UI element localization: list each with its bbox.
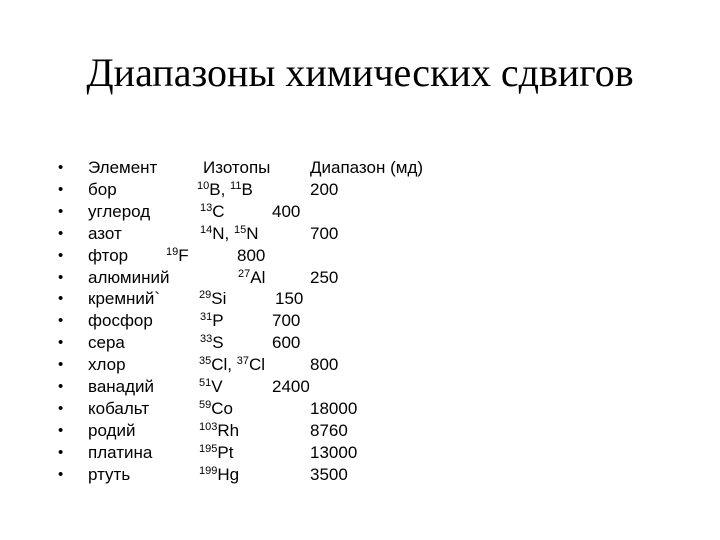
element-name: кобальт	[88, 398, 150, 418]
isotopes	[200, 332, 224, 354]
isotopes	[200, 310, 224, 332]
isotope-symbol: V	[211, 377, 223, 396]
shift-range: 8760	[310, 420, 348, 440]
isotopes	[199, 464, 239, 486]
bullet-icon: •	[58, 268, 64, 286]
element-row	[0, 464, 720, 486]
element-column-header: Элемент	[88, 158, 158, 177]
isotope-symbol: Rh	[217, 420, 240, 440]
bullet-icon: •	[58, 202, 64, 220]
shift-range: 700	[272, 311, 301, 331]
element-name: фосфор	[88, 311, 153, 331]
range-column-header: Диапазон (мд)	[310, 158, 424, 177]
element-row	[0, 223, 720, 245]
element-name: хлор	[88, 355, 126, 375]
element-row	[0, 245, 720, 267]
element-name: ртуть	[88, 464, 131, 484]
shift-range: 150	[275, 289, 304, 309]
isotope-symbol: Cl	[249, 355, 266, 375]
bullet-icon: •	[58, 312, 64, 330]
shift-range: 2400	[272, 377, 310, 396]
isotope-symbol: P	[212, 311, 224, 331]
shift-range: 400	[272, 201, 301, 221]
isotopes-column-header: Изотопы	[203, 158, 271, 177]
element-row	[0, 420, 720, 442]
mass-number: 15	[233, 223, 247, 236]
mass-number: 14	[200, 223, 213, 236]
mass-number: 103	[199, 420, 218, 433]
bullet-icon: •	[58, 224, 64, 242]
element-name: платина	[88, 442, 153, 462]
element-row	[0, 310, 720, 332]
element-row	[0, 267, 720, 289]
element-row	[0, 288, 720, 310]
mass-number: 195	[199, 442, 218, 455]
element-row	[0, 376, 720, 398]
isotopes	[197, 179, 253, 201]
isotope-symbol: B,	[209, 179, 231, 199]
bullet-icon: •	[58, 334, 64, 352]
slide-title: Диапазоны химических сдвигов	[86, 50, 634, 95]
element-name: кремний`	[88, 289, 161, 309]
mass-number: 29	[199, 289, 212, 302]
isotopes	[200, 223, 259, 245]
bullet-icon: •	[58, 443, 64, 461]
bullet-icon: •	[58, 159, 64, 176]
isotope-symbol: F	[178, 245, 189, 265]
isotopes	[238, 267, 265, 289]
isotope-symbol: S	[212, 333, 224, 353]
element-name: родий	[88, 420, 136, 440]
mass-number: 59	[199, 398, 212, 411]
element-row	[0, 354, 720, 376]
element-name: углерод	[88, 201, 151, 221]
shift-range: 250	[310, 267, 339, 287]
shift-range: 800	[237, 245, 266, 265]
mass-number: 33	[200, 333, 213, 346]
isotopes	[166, 245, 189, 267]
isotopes	[199, 376, 223, 398]
shift-range: 3500	[310, 464, 348, 484]
bullet-icon: •	[58, 465, 64, 483]
bullet-icon: •	[58, 246, 64, 264]
isotope-symbol: N,	[212, 223, 234, 243]
isotopes	[199, 288, 226, 310]
isotopes	[200, 201, 225, 223]
element-name: алюминий	[88, 267, 170, 287]
mass-number: 19	[166, 245, 179, 258]
isotope-symbol: Al	[250, 267, 266, 287]
mass-number: 11	[230, 179, 242, 192]
mass-number: 51	[199, 377, 212, 389]
isotope-symbol: Si	[211, 289, 227, 309]
element-name: фтор	[88, 245, 129, 265]
isotope-symbol: Cl,	[211, 355, 237, 375]
element-row	[0, 201, 720, 223]
isotopes	[199, 354, 265, 376]
isotope-symbol: C	[212, 201, 225, 221]
isotope-symbol: Hg	[217, 464, 240, 484]
header-row	[0, 157, 720, 179]
isotope-symbol: Co	[211, 398, 233, 418]
isotopes	[199, 442, 233, 464]
isotopes	[199, 420, 239, 442]
element-name: сера	[88, 333, 125, 353]
shift-range: 800	[310, 355, 339, 375]
element-row	[0, 332, 720, 354]
mass-number: 37	[236, 355, 249, 368]
element-name: бор	[88, 179, 117, 199]
mass-number: 13	[200, 201, 213, 214]
shift-range: 13000	[310, 442, 358, 462]
element-row	[0, 179, 720, 201]
bullet-icon: •	[58, 378, 64, 395]
element-name: азот	[88, 223, 122, 243]
shift-range: 700	[310, 223, 339, 243]
shift-range: 200	[310, 179, 339, 199]
shift-range: 18000	[310, 398, 358, 418]
isotope-symbol: N	[246, 223, 259, 243]
mass-number: 35	[199, 355, 212, 368]
isotopes	[199, 398, 233, 420]
bullet-icon: •	[58, 356, 64, 374]
mass-number: 31	[200, 311, 213, 324]
element-name: ванадий	[88, 377, 155, 396]
shift-range: 600	[272, 333, 301, 353]
mass-number: 199	[199, 464, 218, 477]
element-row	[0, 398, 720, 420]
bullet-icon: •	[58, 290, 64, 308]
bullet-icon: •	[58, 421, 64, 439]
isotope-symbol: Pt	[217, 442, 234, 462]
mass-number: 10	[197, 179, 210, 192]
mass-number: 27	[238, 267, 251, 280]
isotope-symbol: B	[241, 179, 253, 199]
element-row	[0, 442, 720, 464]
bullet-icon: •	[58, 399, 64, 417]
bullet-icon: •	[58, 180, 64, 198]
